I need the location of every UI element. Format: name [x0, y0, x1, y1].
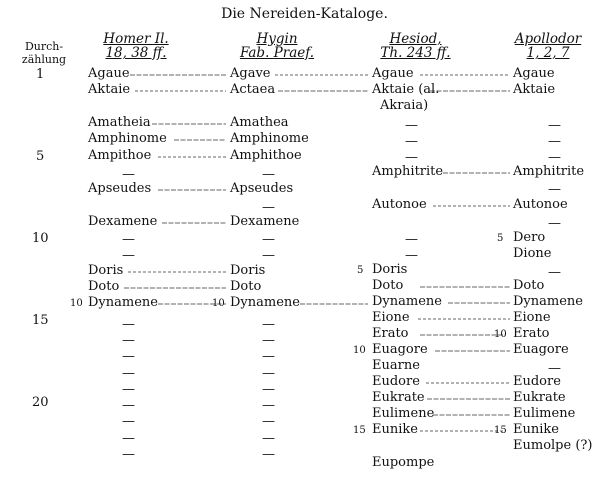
- apollodor-entry: Eulimene: [513, 406, 576, 421]
- empty-slot-dash: —: [262, 248, 275, 263]
- hesiod-entry: Erato: [372, 326, 409, 341]
- empty-slot-dash: —: [122, 333, 135, 348]
- empty-slot-dash: —: [262, 366, 275, 381]
- empty-slot-dash: —: [262, 414, 275, 429]
- hesiod-entry: Eunike: [372, 422, 418, 437]
- empty-slot-dash: —: [262, 167, 275, 182]
- empty-slot-dash: —: [122, 398, 135, 413]
- apollodor-entry: Dynamene: [513, 294, 583, 309]
- hygin-entry: Doris: [230, 263, 266, 278]
- empty-slot-dash: —: [405, 134, 418, 149]
- empty-slot-dash: —: [262, 200, 275, 215]
- apollodor-entry: Autonoe: [513, 197, 568, 212]
- empty-slot-dash: —: [122, 349, 135, 364]
- hesiod-entry: Eudore: [372, 374, 420, 389]
- apollodor-entry: Eunike: [513, 422, 559, 437]
- hesiod-entry: Doris: [372, 262, 408, 277]
- homer-entry: Ampithoe: [88, 148, 152, 163]
- header-homer-line1: Homer Il.: [103, 31, 169, 47]
- homer-entry: Doris: [88, 263, 124, 278]
- homer-entry: Amatheia: [88, 115, 151, 130]
- apollodor-entry: Erato: [513, 326, 550, 341]
- homer-subnumber: 10: [70, 298, 83, 309]
- empty-slot-dash: —: [122, 447, 135, 462]
- empty-slot-dash: —: [122, 366, 135, 381]
- apollodor-entry: Dione: [513, 246, 552, 261]
- empty-slot-dash: —: [405, 150, 418, 165]
- empty-slot-dash: —: [548, 182, 561, 197]
- empty-slot-dash: —: [262, 349, 275, 364]
- hesiod-entry: Aktaie (al.: [372, 82, 440, 97]
- apollodor-entry: Euagore: [513, 342, 569, 357]
- empty-slot-dash: —: [548, 134, 561, 149]
- hygin-entry: Dexamene: [230, 214, 300, 229]
- empty-slot-dash: —: [548, 361, 561, 376]
- apollodor-subnumber: 15: [494, 425, 507, 436]
- empty-slot-dash: —: [262, 317, 275, 332]
- header-hygin-line1: Hygin: [256, 31, 298, 47]
- apollodor-entry: Eukrate: [513, 390, 566, 405]
- homer-entry: Doto: [88, 279, 120, 294]
- apollodor-entry: Dero: [513, 230, 546, 245]
- hesiod-entry: Amphitrite: [372, 164, 444, 179]
- empty-slot-dash: —: [548, 216, 561, 231]
- hesiod-entry: Eupompe: [372, 455, 435, 470]
- homer-entry: Apseudes: [88, 181, 152, 196]
- header-hygin-line2: Fab. Praef.: [239, 45, 315, 61]
- hygin-entry: Apseudes: [230, 181, 294, 196]
- empty-slot-dash: —: [548, 265, 561, 280]
- apollodor-subnumber: 10: [494, 329, 507, 340]
- header-hesiod-line1: Hesiod,: [389, 31, 442, 47]
- hesiod-entry: Eione: [372, 310, 410, 325]
- empty-slot-dash: —: [262, 232, 275, 247]
- hesiod-entry: Euagore: [372, 342, 428, 357]
- apollodor-subnumber: 5: [497, 233, 504, 244]
- hygin-entry: Amathea: [230, 115, 289, 130]
- hygin-entry: Doto: [230, 279, 262, 294]
- header-homer-line2: 18, 38 ff.: [105, 45, 167, 61]
- empty-slot-dash: —: [122, 382, 135, 397]
- header-hesiod-line2: Th. 243 ff.: [380, 45, 451, 61]
- empty-slot-dash: —: [122, 431, 135, 446]
- apollodor-entry: Amphitrite: [513, 164, 585, 179]
- empty-slot-dash: —: [262, 398, 275, 413]
- empty-slot-dash: —: [548, 118, 561, 133]
- empty-slot-dash: —: [122, 414, 135, 429]
- header-apollodor-line1: Apollodor: [514, 31, 582, 47]
- homer-entry: Agaue: [88, 66, 130, 81]
- count-number: 5: [36, 149, 45, 164]
- empty-slot-dash: —: [122, 248, 135, 263]
- header-count-line2: zählung: [21, 53, 67, 66]
- hesiod-entry: Dynamene: [372, 294, 442, 309]
- count-number: 15: [32, 313, 49, 328]
- count-number: 20: [32, 395, 49, 410]
- empty-slot-dash: —: [262, 431, 275, 446]
- homer-entry: Aktaie: [88, 82, 131, 97]
- hesiod-subnumber: 10: [353, 345, 366, 356]
- apollodor-entry: Eumolpe (?): [513, 438, 593, 453]
- empty-slot-dash: —: [405, 232, 418, 247]
- hesiod-entry: Euarne: [372, 358, 420, 373]
- hesiod-entry: Doto: [372, 278, 404, 293]
- hesiod-entry: Akraia): [380, 98, 429, 113]
- hygin-entry: Actaea: [230, 82, 276, 97]
- apollodor-entry: Agaue: [513, 66, 555, 81]
- hygin-entry: Dynamene: [230, 295, 300, 310]
- empty-slot-dash: —: [262, 333, 275, 348]
- page-title: Die Nereiden-Kataloge.: [221, 6, 388, 22]
- empty-slot-dash: —: [262, 447, 275, 462]
- empty-slot-dash: —: [122, 317, 135, 332]
- empty-slot-dash: —: [262, 382, 275, 397]
- homer-entry: Amphinome: [88, 131, 167, 146]
- hesiod-entry: Autonoe: [372, 197, 427, 212]
- header-apollodor-line2: 1, 2, 7: [526, 45, 570, 61]
- hesiod-subnumber: 15: [353, 425, 366, 436]
- hesiod-entry: Agaue: [372, 66, 414, 81]
- empty-slot-dash: —: [122, 232, 135, 247]
- count-number: 1: [36, 67, 45, 82]
- hygin-entry: Amphithoe: [230, 148, 302, 163]
- hesiod-entry: Eukrate: [372, 390, 425, 405]
- empty-slot-dash: —: [405, 118, 418, 133]
- apollodor-entry: Doto: [513, 278, 545, 293]
- count-number: 10: [32, 231, 49, 246]
- homer-entry: Dynamene: [88, 295, 158, 310]
- apollodor-entry: Aktaie: [513, 82, 556, 97]
- hygin-entry: Agave: [230, 66, 271, 81]
- homer-entry: Dexamene: [88, 214, 158, 229]
- header-count-line1: Durch-: [24, 40, 64, 53]
- empty-slot-dash: —: [405, 248, 418, 263]
- empty-slot-dash: —: [548, 150, 561, 165]
- apollodor-entry: Eudore: [513, 374, 561, 389]
- empty-slot-dash: —: [122, 167, 135, 182]
- hesiod-entry: Eulimene: [372, 406, 435, 421]
- apollodor-entry: Eione: [513, 310, 551, 325]
- hygin-subnumber: 10: [212, 298, 225, 309]
- hesiod-subnumber: 5: [357, 265, 364, 276]
- hygin-entry: Amphinome: [230, 131, 309, 146]
